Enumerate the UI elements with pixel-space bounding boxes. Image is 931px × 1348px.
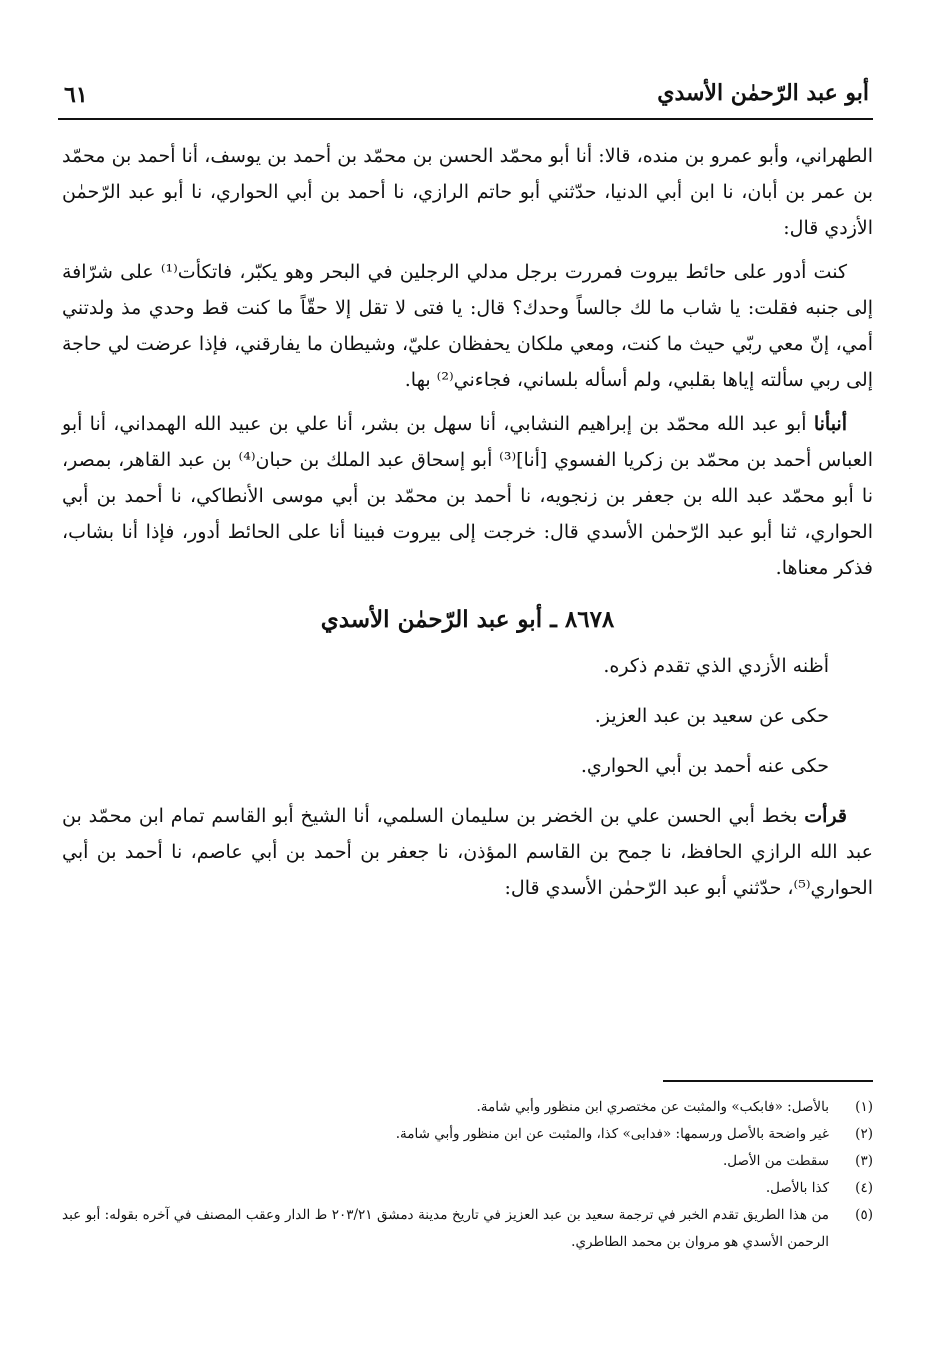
footnote	[62, 1175, 873, 1202]
main-text	[62, 138, 873, 914]
footnote-number: (٤)	[855, 1180, 873, 1196]
footnote	[62, 1121, 873, 1148]
footnote-text: بالأصل: «فابكب» والمثبت عن مختصري ابن منظور وأبي شامة.	[476, 1099, 829, 1115]
paragraph-text: بخط أبي الحسن علي بن الخضر بن سليمان السلمي، أنا الشيخ أبو القاسم تمام ابن محمّد بن عبد الله الرازي الحافظ، نا جمح بن القاسم المؤذن، نا جعفر بن أحمد بن أبي عاصم، نا أحمد بن أبي الحواري⁽⁵⁾، حدّثني أبو عبد الرّحمٰن الأسدي قال:	[62, 805, 873, 899]
footnote-number: (٥)	[855, 1207, 873, 1223]
footnote	[62, 1148, 873, 1175]
entry-title: ٨٦٧٨ ـ أبو عبد الرّحمٰن الأسدي	[320, 606, 615, 633]
paragraph-isnad-3	[62, 798, 873, 906]
page-number: ٦١	[64, 82, 88, 108]
running-title: أبو عبد الرّحمٰن الأسدي	[657, 80, 869, 106]
page-header	[58, 78, 873, 120]
footnote-divider	[663, 1080, 873, 1082]
paragraph-story	[62, 254, 873, 398]
paragraph-isnad-1	[62, 138, 873, 246]
footnote-text: من هذا الطريق تقدم الخبر في ترجمة سعيد بن عبد العزيز في تاريخ مدينة دمشق ٢٠٣/٢١ ط الدار وعقب المصنف في آخره بقوله: أبو عبد الرحمن الأسدي هو مروان بن محمد الطاطري.	[62, 1207, 829, 1250]
footnote-number: (٣)	[855, 1153, 873, 1169]
paragraph-text: الطهراني، وأبو عمرو بن منده، قالا: أنا أبو محمّد الحسن بن محمّد بن أحمد بن يوسف، أنا أحمد بن محمّد بن عمر بن أبان، نا ابن أبي الدنيا، حدّثني أبو حاتم الرازي، نا أحمد بن أبي الحواري، نا أبو عبد الرّحمٰن الأزدي قال:	[62, 145, 873, 239]
paragraph-text: أبو عبد الله محمّد بن إبراهيم النشابي، أنا سهل بن بشر، أنا علي بن عبيد الله الهمداني، أنا أبو العباس أحمد بن محمّد بن زكريا الفسوي [أنا]⁽³⁾ أبو إسحاق عبد الملك بن حبان⁽⁴⁾ بن عبد القاهر، بمصر، نا أبو محمّد عبد الله بن جعفر بن زنجويه، نا أحمد بن محمّد بن أبي موسى الأنطاكي، نا أحمد بن أبي الحواري، ثنا أبو عبد الرّحمٰن الأسدي قال: خرجت إلى بيروت فبينا أنا على الحائط أدور، فإذا أنا بشاب، فذكر معناها.	[62, 413, 874, 579]
footnote	[62, 1202, 873, 1256]
footnotes	[62, 1094, 873, 1256]
footnote-text: غير واضحة بالأصل ورسمها: «فدابى» كذا، والمثبت عن ابن منظور وأبي شامة.	[395, 1126, 829, 1142]
paragraph-lead-word: قرأت	[804, 805, 847, 827]
entry-line: حكى عنه أحمد بن أبي الحواري.	[580, 755, 829, 777]
paragraph-text: كنت أدور على حائط بيروت فمررت برجل مدلي الرجلين في البحر وهو يكبّر، فاتكأت⁽¹⁾ على شرّافة إلى جنبه فقلت: يا شاب ما لك جالساً وحدك؟ قال: يا فتى لا تقل إلا حقّاً ما كنت قط وحدي مذ ولدتني أمي، إنّ معي ربّي حيث ما كنت، ومعي ملكان يحفظان عليّ، وشيطان ما يفارقني، فإذا عرضت لي حاجة إلى ربي سألته إياها بقلبي، ولم أسأله بلساني، فجاءني⁽²⁾ بها.	[62, 261, 873, 391]
footnote	[62, 1094, 873, 1121]
paragraph-lead-word: أنبأنا	[813, 413, 847, 435]
paragraph-isnad-2	[62, 406, 873, 586]
footnote-number: (١)	[855, 1099, 873, 1115]
footnote-text: كذا بالأصل.	[765, 1180, 829, 1196]
entry-line: حكى عن سعيد بن عبد العزيز.	[594, 705, 829, 727]
entry-line: أظنه الأزدي الذي تقدم ذكره.	[603, 655, 829, 677]
footnote-text: سقطت من الأصل.	[723, 1153, 829, 1169]
footnote-number: (٢)	[855, 1126, 873, 1142]
